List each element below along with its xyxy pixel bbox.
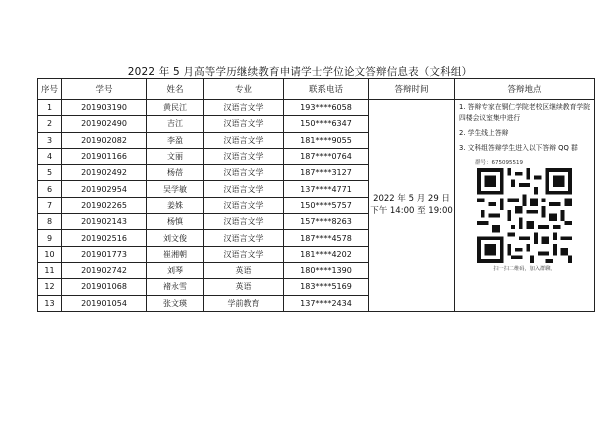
cell-no: 1	[38, 100, 62, 116]
cell-name: 刘文俊	[147, 230, 204, 246]
cell-phone: 181****4202	[284, 246, 369, 262]
defense-time-cell	[369, 100, 455, 312]
cell-no: 3	[38, 132, 62, 148]
scan-instruction: 扫一扫二维码，加入群聊。	[493, 266, 556, 272]
cell-no: 9	[38, 230, 62, 246]
cell-name: 姜姝	[147, 197, 204, 213]
place-note-2: 2. 学生线上答辩	[459, 129, 509, 137]
cell-id: 201903190	[62, 100, 147, 116]
col-header-id: 学号	[62, 79, 147, 100]
cell-no: 8	[38, 214, 62, 230]
cell-phone: 181****9055	[284, 132, 369, 148]
cell-name: 张文瑛	[147, 295, 204, 311]
cell-no: 7	[38, 197, 62, 213]
cell-name: 吴学敏	[147, 181, 204, 197]
cell-phone: 137****4771	[284, 181, 369, 197]
col-header-major: 专业	[204, 79, 284, 100]
cell-id: 201901068	[62, 279, 147, 295]
cell-phone: 187****4578	[284, 230, 369, 246]
cell-major: 学前教育	[204, 295, 284, 311]
qq-group-number: 群号：675095519	[475, 160, 523, 166]
cell-phone: 187****3127	[284, 165, 369, 181]
defense-date: 2022 年 5 月 29 日	[373, 194, 450, 205]
cell-phone: 157****8263	[284, 214, 369, 230]
cell-major: 英语	[204, 279, 284, 295]
cell-major: 汉语言文学	[204, 230, 284, 246]
cell-name: 杨慎	[147, 214, 204, 230]
cell-id: 201902492	[62, 165, 147, 181]
cell-major: 汉语言文学	[204, 214, 284, 230]
col-header-name: 姓名	[147, 79, 204, 100]
cell-major: 英语	[204, 262, 284, 278]
cell-major: 汉语言文学	[204, 100, 284, 116]
table-row	[38, 100, 595, 116]
qr-code-icon[interactable]	[477, 168, 572, 263]
cell-no: 10	[38, 246, 62, 262]
cell-id: 201902742	[62, 262, 147, 278]
cell-name: 吉江	[147, 116, 204, 132]
cell-major: 汉语言文学	[204, 181, 284, 197]
col-header-time: 答辩时间	[369, 79, 455, 100]
col-header-place: 答辩地点	[455, 79, 595, 100]
cell-name: 李盈	[147, 132, 204, 148]
page-title: 2022 年 5 月高等学历继续教育申请学士学位论文答辩信息表（文科组）	[127, 66, 473, 78]
cell-phone: 183****5169	[284, 279, 369, 295]
cell-major: 汉语言文学	[204, 148, 284, 164]
cell-no: 5	[38, 165, 62, 181]
cell-no: 6	[38, 181, 62, 197]
cell-no: 2	[38, 116, 62, 132]
cell-id: 201902516	[62, 230, 147, 246]
cell-phone: 193****6058	[284, 100, 369, 116]
cell-phone: 137****2434	[284, 295, 369, 311]
cell-id: 201902490	[62, 116, 147, 132]
cell-name: 褚永雪	[147, 279, 204, 295]
cell-phone: 187****0764	[284, 148, 369, 164]
cell-phone: 150****5757	[284, 197, 369, 213]
cell-phone: 180****1390	[284, 262, 369, 278]
cell-major: 汉语言文学	[204, 165, 284, 181]
cell-major: 汉语言文学	[204, 116, 284, 132]
cell-no: 12	[38, 279, 62, 295]
cell-name: 崔湘朝	[147, 246, 204, 262]
col-header-no: 序号	[38, 79, 62, 100]
col-header-phone: 联系电话	[284, 79, 369, 100]
cell-id: 201901166	[62, 148, 147, 164]
defense-info-table	[37, 78, 595, 312]
cell-name: 黄民江	[147, 100, 204, 116]
place-note-3: 3. 文科组答辩学生进入以下答辩 QQ 群	[459, 144, 578, 152]
cell-id: 201902954	[62, 181, 147, 197]
cell-id: 201901054	[62, 295, 147, 311]
cell-no: 13	[38, 295, 62, 311]
cell-name: 文丽	[147, 148, 204, 164]
defense-place-cell	[455, 100, 595, 312]
cell-no: 4	[38, 148, 62, 164]
cell-no: 11	[38, 262, 62, 278]
cell-id: 201902265	[62, 197, 147, 213]
cell-phone: 150****6347	[284, 116, 369, 132]
defense-hours: 下午 14:00 至 19:00	[370, 206, 453, 217]
cell-id: 201902143	[62, 214, 147, 230]
cell-major: 汉语言文学	[204, 132, 284, 148]
header-row	[38, 79, 595, 100]
cell-name: 刘琴	[147, 262, 204, 278]
cell-major: 汉语言文学	[204, 197, 284, 213]
cell-major: 汉语言文学	[204, 246, 284, 262]
cell-id: 201902082	[62, 132, 147, 148]
cell-id: 201901773	[62, 246, 147, 262]
place-note-1: 1. 答辩专家在铜仁学院老校区继续教育学院四楼会议室集中进行	[459, 103, 590, 122]
cell-name: 杨蓓	[147, 165, 204, 181]
